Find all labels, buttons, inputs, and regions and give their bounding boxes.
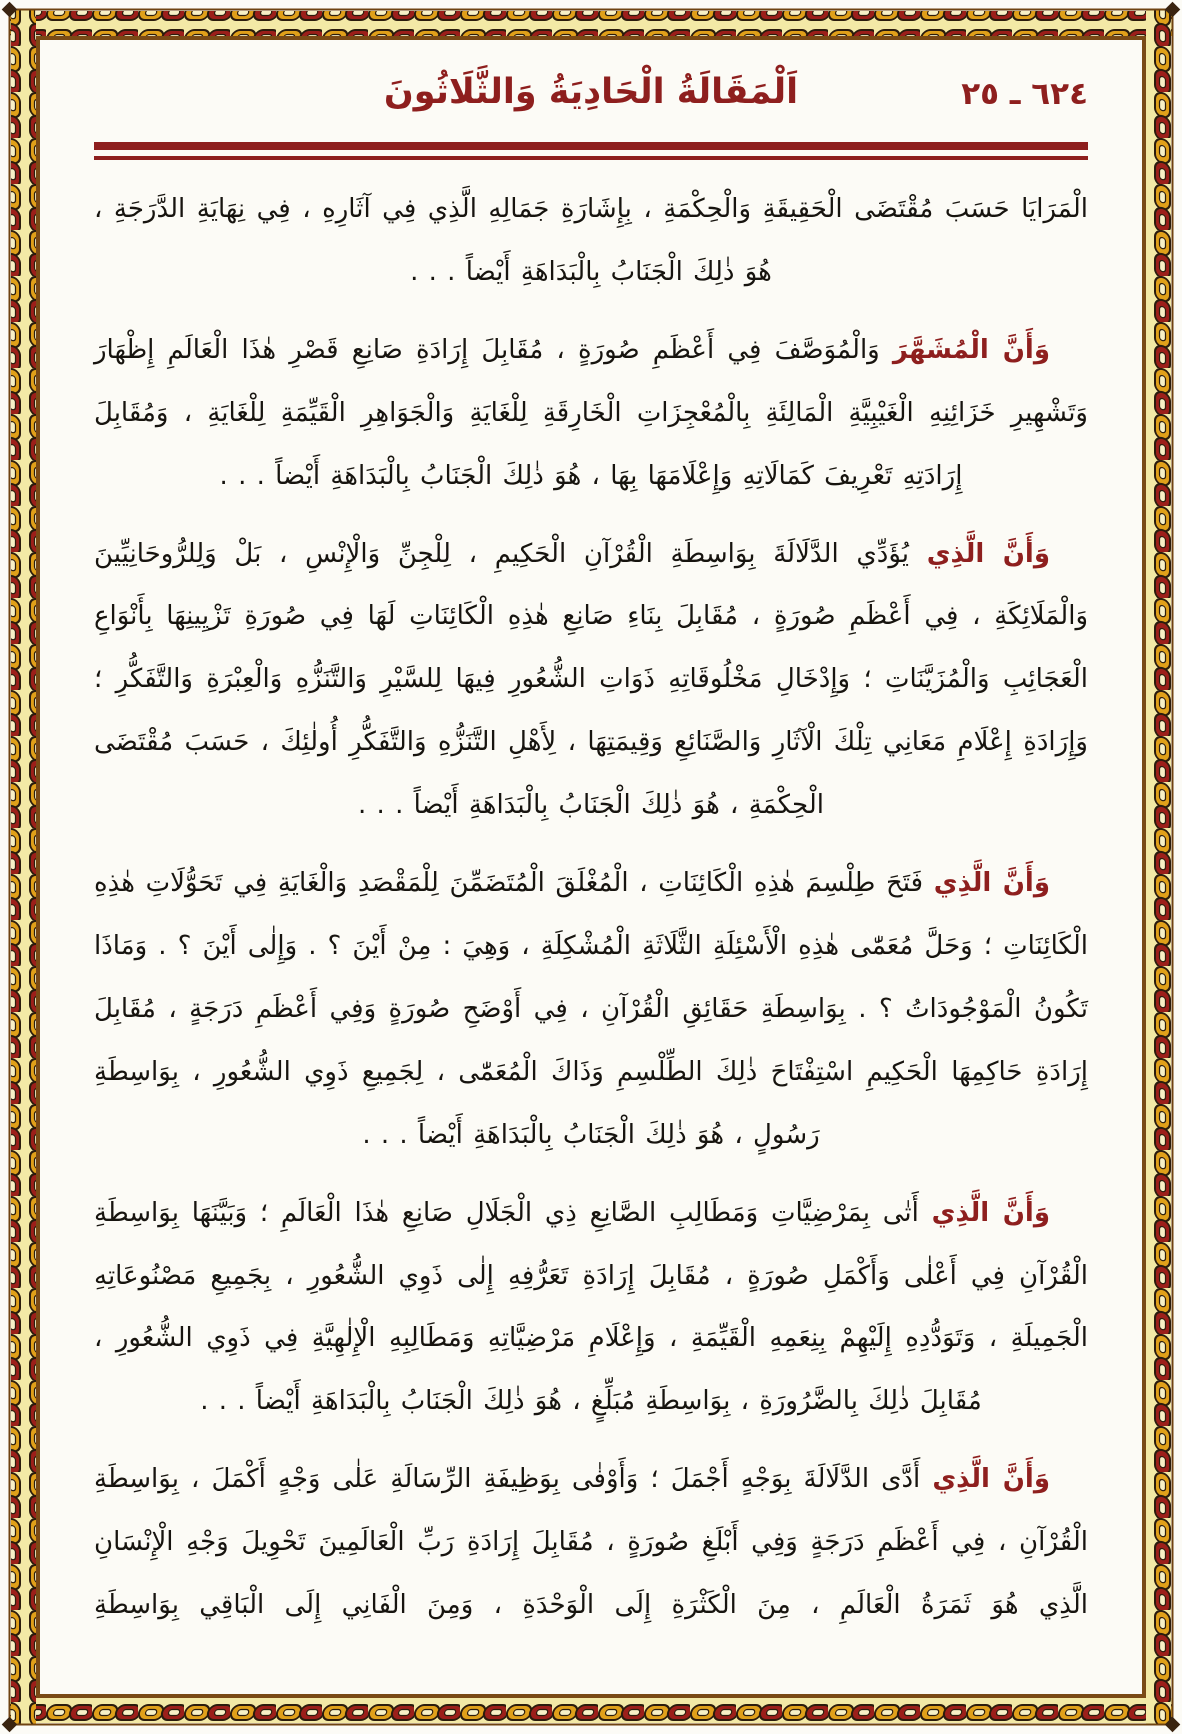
paragraph [94, 1448, 1088, 1637]
body-text [94, 178, 1088, 1637]
lead-phrase: وَأَنَّ الَّذِي [932, 1464, 1050, 1495]
page-content [40, 40, 1142, 1694]
paragraph-text: الْمَرَايَا حَسَبَ مُقْتَضَى الْحَقِيقَةِ وَالْحِكْمَةِ ، بِإِشَارَةِ جَمَالِهِ الَّذِي فِي آثَارِهِ ، فِي نِهَايَةِ الدَّرَجَةِ ، هُوَ ذٰلِكَ الْجَنَابُ بِالْبَدَاهَةِ أَيْضاً . . . [94, 194, 1088, 287]
paragraph [94, 852, 1088, 1167]
page-header [94, 66, 1088, 138]
paragraph [94, 523, 1088, 838]
lead-phrase: وَأَنَّ الَّذِي [933, 868, 1050, 899]
lead-phrase: وَأَنَّ الَّذِي [926, 538, 1051, 569]
header-divider [94, 142, 1088, 160]
page-title: اَلْمَقَالَةُ الْحَادِيَةُ وَالثَّلَاثُونَ [383, 72, 799, 112]
lead-phrase: وَأَنَّ الْمُشَهَّرَ [892, 334, 1050, 365]
paragraph [94, 319, 1088, 508]
paragraph-text: أَدَّى الدَّلَالَةَ بِوَجْهٍ أَجْمَلَ ؛ وَأَوْفٰى بِوَظِيفَةِ الرِّسَالَةِ عَلٰى وَجْهٍ أَكْمَلَ ، بِوَاسِطَةِ الْقُرْآنِ ، فِي أَعْظَمِ دَرَجَةٍ وَفِي أَبْلَغِ صُورَةٍ ، مُقَابِلَ إِرَادَةِ رَبِّ الْعَالَمِينَ تَحْوِيلَ وَجْهِ الْإِنْسَانِ الَّذِي هُوَ ثَمَرَةُ الْعَالَمِ ، مِنَ الْكَثْرَةِ إِلَى الْوَحْدَةِ ، وَمِنَ الْفَانِي إِلَى الْبَاقِي بِوَاسِطَةِ [94, 1464, 1088, 1621]
paragraph-text: وَالْمُوَصَّفَ فِي أَعْظَمِ صُورَةٍ ، مُقَابِلَ إِرَادَةِ صَانِعِ قَصْرِ هٰذَا الْعَالَمِ إِظْهَارَ وَتَشْهِيرِ خَزَائِنِهِ الْغَيْبِيَّةِ الْمَالِئَةِ بِالْمُعْجِزَاتِ الْخَارِقَةِ لِلْغَايَةِ وَالْجَوَاهِرِ الْقَيِّمَةِ لِلْغَايَةِ ، وَمُقَابِلَ إِرَادَتِهِ تَعْرِيفَ كَمَالَاتِهِ وَإِعْلَامَهَا بِهَا ، هُوَ ذٰلِكَ الْجَنَابُ بِالْبَدَاهَةِ أَيْضاً . . . [94, 334, 1088, 491]
page-number: ٦٢٤ ـ ٢٥ [961, 76, 1088, 112]
paragraph [94, 1182, 1088, 1434]
paragraph [94, 178, 1088, 304]
paragraph-text: أَتٰى بِمَرْضِيَّاتِ وَمَطَالِبِ الصَّانِعِ ذِي الْجَلَالِ صَانِعِ هٰذَا الْعَالَمِ ؛ وَبَيَّنَهَا بِوَاسِطَةِ الْقُرْآنِ فِي أَعْلٰى وَأَكْمَلِ صُورَةٍ ، مُقَابِلَ إِرَادَةِ تَعَرُّفِهِ إِلٰى ذَوِي الشُّعُورِ ، بِجَمِيعِ مَصْنُوعَاتِهِ الْجَمِيلَةِ ، وَتَوَدُّدِهِ إِلَيْهِمْ بِنِعَمِهِ الْقَيِّمَةِ ، وَإِعْلَامِ مَرْضِيَّاتِهِ وَمَطَالِبِهِ الْإِلٰهِيَّةِ فِي ذَوِي الشُّعُورِ ، مُقَابِلَ ذٰلِكَ بِالضَّرُورَةِ ، بِوَاسِطَةِ مُبَلِّغٍ ، هُوَ ذٰلِكَ الْجَنَابُ بِالْبَدَاهَةِ أَيْضاً . . . [94, 1197, 1088, 1417]
paragraph-text: فَتَحَ طِلْسِمَ هٰذِهِ الْكَائِنَاتِ ، الْمُغْلَقَ الْمُتَضَمِّنَ لِلْمَقْصَدِ وَالْغَايَةِ فِي تَحَوُّلَاتِ هٰذِهِ الْكَائِنَاتِ ؛ وَحَلَّ مُعَمّٰى هٰذِهِ الْأَسْئِلَةِ الثَّلَاثَةِ الْمُشْكِلَةِ ، وَهِيَ : مِنْ أَيْنَ ؟ . وَإِلٰى أَيْنَ ؟ . وَمَاذَا تَكُونُ الْمَوْجُودَاتُ ؟ . بِوَاسِطَةِ حَقَائِقِ الْقُرْآنِ ، فِي أَوْضَحِ صُورَةٍ وَفِي أَعْظَمِ دَرَجَةٍ ، مُقَابِلَ إِرَادَةِ حَاكِمِهَا الْحَكِيمِ اسْتِفْتَاحَ ذٰلِكَ الطِّلْسِمِ وَذَاكَ الْمُعَمّٰى ، لِجَمِيعِ ذَوِي الشُّعُورِ ، بِوَاسِطَةِ رَسُولٍ ، هُوَ ذٰلِكَ الْجَنَابُ بِالْبَدَاهَةِ أَيْضاً . . . [94, 868, 1088, 1150]
lead-phrase: وَأَنَّ الَّذِي [931, 1197, 1050, 1228]
paragraph-text: يُؤَدِّي الدَّلَالَةَ بِوَاسِطَةِ الْقُرْآنِ الْحَكِيمِ ، لِلْجِنِّ وَالْإِنْسِ ، بَلْ وَلِلرُّوحَانِيِّينَ وَالْمَلَائِكَةِ ، فِي أَعْظَمِ صُورَةٍ ، مُقَابِلَ بِنَاءِ صَانِعِ هٰذِهِ الْكَائِنَاتِ لَهَا فِي صُورَةِ تَزْيِينِهَا بِأَنْوَاعِ الْعَجَائِبِ وَالْمُزَيَّنَاتِ ؛ وَإِدْخَالِ مَخْلُوقَاتِهِ ذَوَاتِ الشُّعُورِ فِيهَا لِلسَّيْرِ وَالتَّنَزُّهِ وَالْعِبْرَةِ وَالتَّفَكُّرِ ؛ وَإِرَادَةِ إِعْلَامِ مَعَانِي تِلْكَ الْآثَارِ وَالصَّنَائِعِ وَقِيمَتِهَا ، لِأَهْلِ التَّنَزُّهِ وَالتَّفَكُّرِ أُولٰئِكَ ، حَسَبَ مُقْتَضَى الْحِكْمَةِ ، هُوَ ذٰلِكَ الْجَنَابُ بِالْبَدَاهَةِ أَيْضاً . . . [94, 538, 1088, 821]
